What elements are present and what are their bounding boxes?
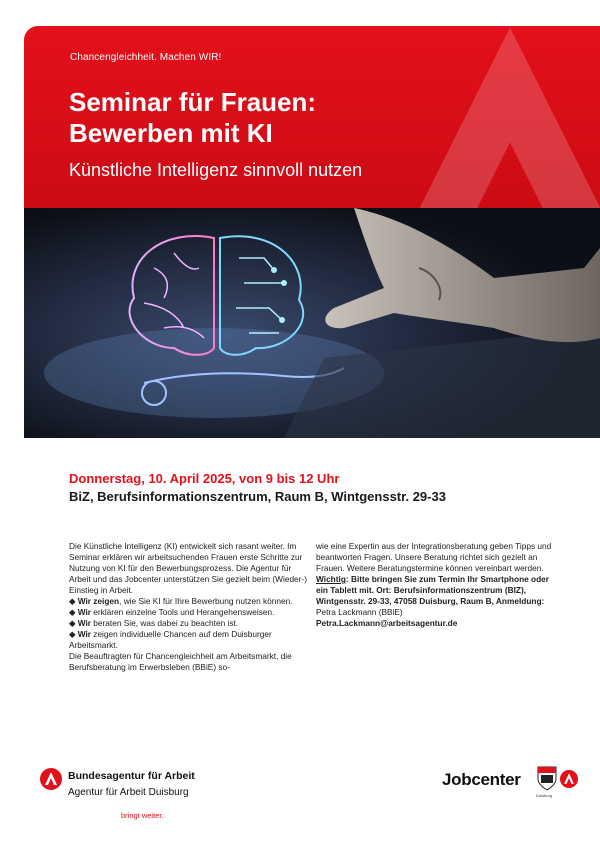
ba-sub: Agentur für Arbeit Duisburg <box>68 787 189 798</box>
subtitle: Künstliche Intelligenz sinnvoll nutzen <box>69 160 363 180</box>
bullet-item: ◆ Wir beraten Sie, was dabei zu beachten ist. <box>69 618 239 628</box>
duisburg-crest-icon <box>537 765 557 791</box>
slogan: Chancengleichheit. Machen WIR! <box>70 52 222 63</box>
jobcenter-logo: Jobcenter <box>442 770 521 789</box>
crest-text: Duisburg <box>536 793 553 798</box>
ba-small-logo-icon <box>560 770 578 788</box>
page-title <box>69 87 316 149</box>
contact-email[interactable]: Petra.Lackmann@arbeitsagentur.de <box>316 618 458 628</box>
title-line-1: Seminar für Frauen: <box>69 87 317 117</box>
bullet-item: ◆ Wir zeigen individuelle Chancen auf dem Duisburger Arbeitsmarkt. <box>69 629 272 650</box>
event-venue: BiZ, Berufsinformationszentrum, Raum B, Wintgensstr. 29-33 <box>69 489 446 504</box>
closing-text: Die Beauftragten für Chancengleichheit am Arbeitsmarkt, die Berufsberatung im Erwerbsleben (BBiE) so- <box>69 651 292 672</box>
event-date: Donnerstag, 10. April 2025, von 9 bis 12 Uhr <box>69 471 340 486</box>
title-line-2: Bewerben mit KI <box>69 118 273 148</box>
body-column-left <box>69 541 309 673</box>
right-column-text: wie eine Expertin aus der Integrationsberatung geben Tipps und beantworten Fragen. Unsere Beratung richtet sich gezielt an Frauen. Weitere Beratungstermine können vereinbart werden. Wichtig: Bitte bringen Sie zum Termin Ihr Smartphone oder ein Tablett mit. Ort: Berufsinformationszentrum (BIZ), Wintgensstr. 29-33, 47058 Duisburg, Raum B, Anmeldung: <box>316 541 552 606</box>
important-label: Wichtig <box>316 574 346 584</box>
ba-tagline: bringt weiter. <box>121 811 164 820</box>
ba-name: Bundesagentur für Arbeit <box>68 770 195 782</box>
important-text: : Bitte bringen Sie zum Termin Ihr Smartphone oder ein Tablett mit. Ort: Berufsinformationszentrum (BIZ), Wintgensstr. 29-33, 47058 Duisburg, Raum B, Anmeldung: <box>316 574 550 606</box>
bullet-item: ◆ Wir zeigen, wie Sie KI für Ihre Bewerbung nutzen können. <box>69 596 293 606</box>
contact-name: Petra Lackmann (BBiE) <box>316 607 403 617</box>
bullet-item: ◆ Wir erklären einzelne Tools und Herangehensweisen. <box>69 607 275 617</box>
ba-logo-icon <box>40 768 62 790</box>
body-column-right <box>316 541 556 629</box>
intro-text: Die Künstliche Intelligenz (KI) entwickelt sich rasant weiter. Im Seminar erklären wir arbeitsuchenden Frauen erste Schritte zur Nutzung von KI für den Bewerbungsprozess. Die Agentur für Arbeit und das Jobcenter unterstützen Sie gezielt beim (Wieder-) Einstieg in Arbeit. <box>69 541 307 595</box>
ba-triangle-watermark <box>380 26 600 208</box>
hero-image-ai-brain-hand <box>24 208 600 438</box>
